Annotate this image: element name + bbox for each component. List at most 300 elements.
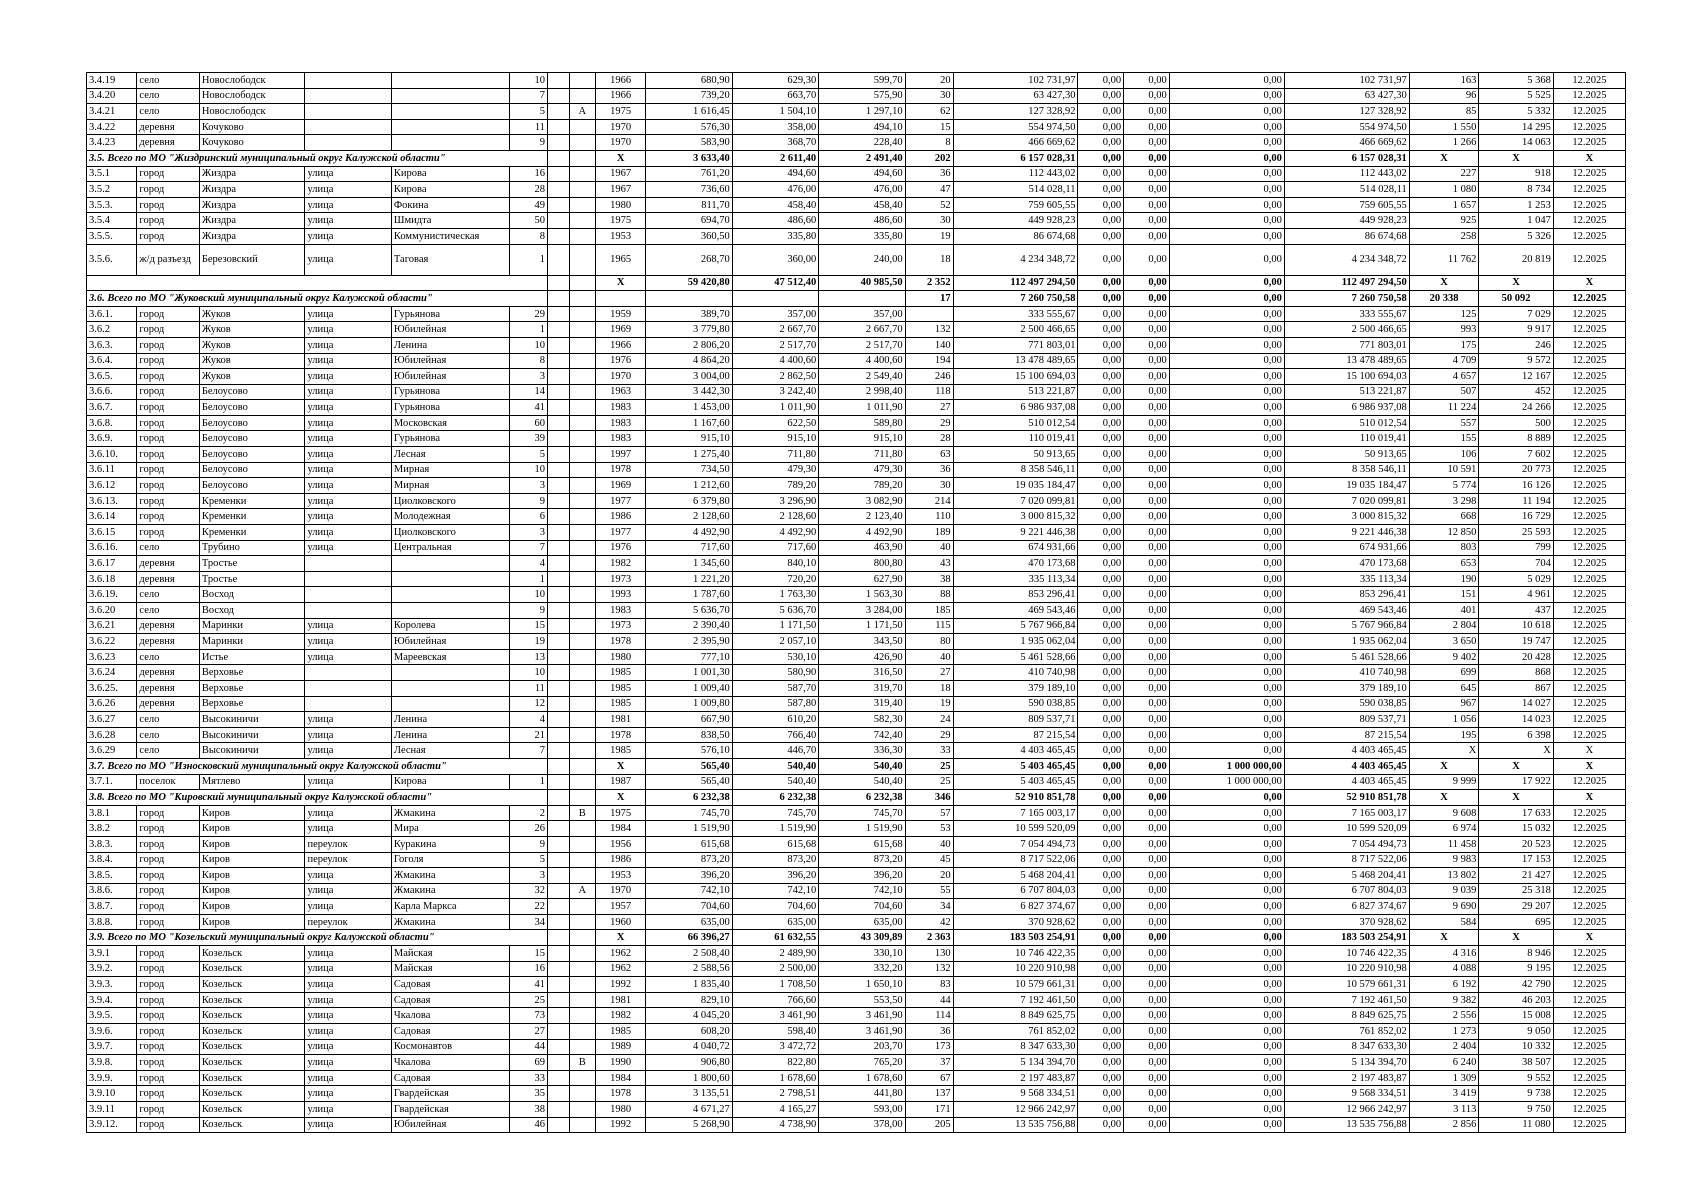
table-cell: улица bbox=[305, 213, 391, 229]
table-cell: 9 bbox=[509, 493, 547, 509]
table-cell: 2 517,70 bbox=[732, 337, 818, 353]
table-cell: 742,10 bbox=[819, 883, 905, 899]
table-cell: Лесная bbox=[391, 743, 509, 759]
table-cell: 766,60 bbox=[732, 992, 818, 1008]
table-cell: город bbox=[137, 821, 199, 837]
table-cell bbox=[305, 104, 391, 120]
table-cell: 0,00 bbox=[1124, 836, 1170, 852]
table-cell bbox=[569, 587, 595, 603]
table-cell bbox=[547, 868, 569, 884]
table-cell: Козельск bbox=[199, 1086, 305, 1102]
table-cell bbox=[547, 899, 569, 915]
table-cell: 47 bbox=[905, 182, 953, 198]
table-cell: 3.9.11 bbox=[87, 1102, 137, 1118]
table-cell: 1963 bbox=[595, 384, 645, 400]
table-cell: 10 bbox=[509, 337, 547, 353]
table-cell bbox=[569, 540, 595, 556]
subtotal-cell: X bbox=[1553, 150, 1625, 166]
table-cell: город bbox=[137, 1070, 199, 1086]
table-cell: 3.6.27 bbox=[87, 712, 137, 728]
table-cell: 12.2025 bbox=[1553, 680, 1625, 696]
table-cell: улица bbox=[305, 244, 391, 275]
table-cell: 5 029 bbox=[1479, 571, 1553, 587]
table-cell: 587,70 bbox=[732, 680, 818, 696]
table-cell: 0,00 bbox=[1124, 992, 1170, 1008]
table-cell: 19 035 184,47 bbox=[953, 478, 1078, 494]
table-cell: 5 461 528,66 bbox=[1284, 649, 1409, 665]
table-cell: город bbox=[137, 977, 199, 993]
table-cell: 11 bbox=[509, 119, 547, 135]
table-cell: 653 bbox=[1409, 556, 1479, 572]
table-cell bbox=[547, 914, 569, 930]
table-cell: улица bbox=[305, 712, 391, 728]
table-cell: 0,00 bbox=[1169, 306, 1284, 322]
table-cell: 9 999 bbox=[1409, 774, 1479, 790]
table-cell: село bbox=[137, 88, 199, 104]
table-cell: 0,00 bbox=[1124, 493, 1170, 509]
subtotal-cell: X bbox=[1479, 275, 1553, 291]
table-cell: 3.5.6. bbox=[87, 244, 137, 275]
table-cell: 0,00 bbox=[1169, 415, 1284, 431]
table-cell bbox=[547, 946, 569, 962]
table-cell: переулок bbox=[305, 836, 391, 852]
table-cell: 16 bbox=[509, 961, 547, 977]
table-cell bbox=[547, 1117, 569, 1133]
table-cell: 4 671,27 bbox=[646, 1102, 732, 1118]
table-cell: 175 bbox=[1409, 337, 1479, 353]
table-cell: 0,00 bbox=[1078, 992, 1124, 1008]
table-cell: 873,20 bbox=[732, 852, 818, 868]
table-cell: 3.6.25. bbox=[87, 680, 137, 696]
table-row bbox=[87, 369, 1626, 385]
table-cell: 0,00 bbox=[1078, 431, 1124, 447]
table-cell: 1980 bbox=[595, 197, 645, 213]
table-cell: 1983 bbox=[595, 431, 645, 447]
table-cell: 12.2025 bbox=[1553, 540, 1625, 556]
table-cell: 3 461,90 bbox=[819, 1024, 905, 1040]
table-cell: 110 019,41 bbox=[1284, 431, 1409, 447]
table-cell: 1967 bbox=[595, 166, 645, 182]
table-cell: 88 bbox=[905, 587, 953, 603]
table-cell: 1 835,40 bbox=[646, 977, 732, 993]
subtotal-label: 3.7. Всего по МО "Износковский муниципальный округ Калужской области" bbox=[87, 758, 548, 774]
table-cell: 829,10 bbox=[646, 992, 732, 1008]
table-cell: 1970 bbox=[595, 119, 645, 135]
table-cell: 3.6.18 bbox=[87, 571, 137, 587]
table-cell: 514 028,11 bbox=[953, 182, 1078, 198]
table-cell: 1 bbox=[509, 571, 547, 587]
table-cell: 16 bbox=[509, 166, 547, 182]
table-cell: 0,00 bbox=[1169, 384, 1284, 400]
table-cell: 1973 bbox=[595, 571, 645, 587]
table-cell: Кирова bbox=[391, 774, 509, 790]
table-cell: Белоусово bbox=[199, 478, 305, 494]
table-cell: Мирная bbox=[391, 462, 509, 478]
subtotal-cell bbox=[569, 150, 595, 166]
table-cell: 11 194 bbox=[1479, 493, 1553, 509]
table-row bbox=[87, 73, 1626, 89]
table-cell: 50 bbox=[509, 213, 547, 229]
table-cell: 20 773 bbox=[1479, 462, 1553, 478]
table-cell: 476,00 bbox=[732, 182, 818, 198]
table-cell: 52 bbox=[905, 197, 953, 213]
subtotal-cell: 1 000 000,00 bbox=[1169, 758, 1284, 774]
table-cell: Козельск bbox=[199, 1102, 305, 1118]
table-cell bbox=[391, 587, 509, 603]
table-cell: 171 bbox=[905, 1102, 953, 1118]
table-cell: 1978 bbox=[595, 1086, 645, 1102]
table-cell: улица bbox=[305, 478, 391, 494]
table-cell: 27 bbox=[509, 1024, 547, 1040]
table-cell: 1987 bbox=[595, 774, 645, 790]
table-cell: Шмидта bbox=[391, 213, 509, 229]
table-cell: 745,70 bbox=[732, 805, 818, 821]
table-cell: 771 803,01 bbox=[953, 337, 1078, 353]
table-cell: 10 579 661,31 bbox=[953, 977, 1078, 993]
table-cell: Козельск bbox=[199, 961, 305, 977]
table-cell: 7 192 461,50 bbox=[1284, 992, 1409, 1008]
table-row bbox=[87, 540, 1626, 556]
table-cell: город bbox=[137, 369, 199, 385]
table-cell: 10 746 422,35 bbox=[953, 946, 1078, 962]
table-cell: 46 bbox=[509, 1117, 547, 1133]
table-cell: 2 390,40 bbox=[646, 618, 732, 634]
table-cell: 41 bbox=[509, 400, 547, 416]
table-cell: 333 555,67 bbox=[1284, 306, 1409, 322]
table-cell: 3 779,80 bbox=[646, 322, 732, 338]
table-cell: 0,00 bbox=[1124, 618, 1170, 634]
table-cell: 190 bbox=[1409, 571, 1479, 587]
table-cell: 704 bbox=[1479, 556, 1553, 572]
table-cell: 19 bbox=[509, 634, 547, 650]
subtotal-cell: X bbox=[1409, 150, 1479, 166]
table-cell bbox=[569, 743, 595, 759]
table-cell: Майская bbox=[391, 961, 509, 977]
table-cell: 12.2025 bbox=[1553, 104, 1625, 120]
table-cell: 627,90 bbox=[819, 571, 905, 587]
table-row bbox=[87, 805, 1626, 821]
table-cell: город bbox=[137, 883, 199, 899]
table-cell: улица bbox=[305, 883, 391, 899]
table-row bbox=[87, 946, 1626, 962]
table-cell: 15 bbox=[509, 946, 547, 962]
table-cell: 5 332 bbox=[1479, 104, 1553, 120]
subtotal-cell: X bbox=[595, 275, 645, 291]
table-cell: 319,40 bbox=[819, 696, 905, 712]
table-cell: 10 746 422,35 bbox=[1284, 946, 1409, 962]
table-cell: 0,00 bbox=[1078, 353, 1124, 369]
subtotal-cell: 565,40 bbox=[646, 758, 732, 774]
table-cell: 0,00 bbox=[1124, 1070, 1170, 1086]
table-cell: улица bbox=[305, 228, 391, 244]
table-cell: 9 572 bbox=[1479, 353, 1553, 369]
table-row bbox=[87, 493, 1626, 509]
table-cell: город bbox=[137, 899, 199, 915]
table-cell: 33 bbox=[509, 1070, 547, 1086]
table-cell: 3 650 bbox=[1409, 634, 1479, 650]
table-cell: 189 bbox=[905, 525, 953, 541]
table-cell: 370 928,62 bbox=[953, 914, 1078, 930]
table-cell: 1983 bbox=[595, 415, 645, 431]
table-row bbox=[87, 182, 1626, 198]
table-cell: Чкалова bbox=[391, 1008, 509, 1024]
table-cell: улица bbox=[305, 727, 391, 743]
subtotal-cell: X bbox=[1409, 758, 1479, 774]
subtotal-cell: X bbox=[595, 790, 645, 806]
table-cell: 4 234 348,72 bbox=[1284, 244, 1409, 275]
table-cell: 12.2025 bbox=[1553, 603, 1625, 619]
subtotal-cell: 0,00 bbox=[1078, 758, 1124, 774]
table-cell: Тростье bbox=[199, 556, 305, 572]
subtotal-cell: 0,00 bbox=[1078, 150, 1124, 166]
subtotal-cell: 0,00 bbox=[1124, 790, 1170, 806]
subtotal-cell: 2 363 bbox=[905, 930, 953, 946]
table-cell: 615,68 bbox=[646, 836, 732, 852]
table-cell: 195 bbox=[1409, 727, 1479, 743]
table-cell bbox=[547, 431, 569, 447]
table-cell: Кочуково bbox=[199, 135, 305, 151]
table-cell: 5 326 bbox=[1479, 228, 1553, 244]
table-cell: Козельск bbox=[199, 946, 305, 962]
table-row bbox=[87, 883, 1626, 899]
table-cell: 12.2025 bbox=[1553, 525, 1625, 541]
table-cell: деревня bbox=[137, 634, 199, 650]
table-cell: 0,00 bbox=[1124, 540, 1170, 556]
table-cell: 0,00 bbox=[1169, 1055, 1284, 1071]
table-cell: 20 428 bbox=[1479, 649, 1553, 665]
subtotal-cell: 12.2025 bbox=[1553, 291, 1625, 307]
table-cell: улица bbox=[305, 353, 391, 369]
table-cell: Гурьянова bbox=[391, 400, 509, 416]
table-cell: 0,00 bbox=[1078, 244, 1124, 275]
table-cell: 132 bbox=[905, 322, 953, 338]
table-cell: 5 368 bbox=[1479, 73, 1553, 89]
table-cell bbox=[547, 182, 569, 198]
subtotal-cell: 20 338 bbox=[1409, 291, 1479, 307]
table-row bbox=[87, 649, 1626, 665]
table-cell: 0,00 bbox=[1078, 634, 1124, 650]
table-cell bbox=[547, 836, 569, 852]
table-cell: 745,70 bbox=[646, 805, 732, 821]
table-cell: 761 852,02 bbox=[953, 1024, 1078, 1040]
table-cell: 0,00 bbox=[1124, 478, 1170, 494]
table-cell: 3.5.5. bbox=[87, 228, 137, 244]
table-cell bbox=[547, 680, 569, 696]
table-cell bbox=[305, 571, 391, 587]
table-cell: 38 507 bbox=[1479, 1055, 1553, 1071]
table-cell: 4 709 bbox=[1409, 353, 1479, 369]
table-cell: 0,00 bbox=[1169, 556, 1284, 572]
table-cell: город bbox=[137, 493, 199, 509]
table-cell bbox=[547, 556, 569, 572]
table-cell: 466 669,62 bbox=[1284, 135, 1409, 151]
table-cell: 3.5.3. bbox=[87, 197, 137, 213]
table-cell bbox=[391, 73, 509, 89]
table-cell: 5 bbox=[509, 852, 547, 868]
table-cell: 3.6.20 bbox=[87, 603, 137, 619]
table-cell: 12.2025 bbox=[1553, 899, 1625, 915]
table-cell: Молодежная bbox=[391, 509, 509, 525]
table-cell: 12 bbox=[509, 696, 547, 712]
table-cell: улица bbox=[305, 1102, 391, 1118]
table-cell: 205 bbox=[905, 1117, 953, 1133]
table-cell: город bbox=[137, 197, 199, 213]
table-cell: 44 bbox=[905, 992, 953, 1008]
table-cell bbox=[569, 1039, 595, 1055]
table-cell: 9 382 bbox=[1409, 992, 1479, 1008]
table-cell: 7 020 099,81 bbox=[1284, 493, 1409, 509]
table-cell: 925 bbox=[1409, 213, 1479, 229]
table-cell: улица bbox=[305, 462, 391, 478]
table-row bbox=[87, 680, 1626, 696]
table-cell bbox=[391, 88, 509, 104]
table-cell: 3.9.5. bbox=[87, 1008, 137, 1024]
table-row bbox=[87, 337, 1626, 353]
table-row bbox=[87, 727, 1626, 743]
table-cell: 1 563,30 bbox=[819, 587, 905, 603]
table-cell: 214 bbox=[905, 493, 953, 509]
table-cell: улица bbox=[305, 899, 391, 915]
table-cell: 4 165,27 bbox=[732, 1102, 818, 1118]
table-cell: 1 519,90 bbox=[732, 821, 818, 837]
table-cell: Фокина bbox=[391, 197, 509, 213]
table-cell: деревня bbox=[137, 665, 199, 681]
table-cell: 1 763,30 bbox=[732, 587, 818, 603]
table-cell: 12.2025 bbox=[1553, 447, 1625, 463]
table-cell: 13 bbox=[509, 649, 547, 665]
table-cell: 3.6.2 bbox=[87, 322, 137, 338]
table-row bbox=[87, 868, 1626, 884]
table-cell: 40 bbox=[905, 649, 953, 665]
table-cell: 1978 bbox=[595, 727, 645, 743]
table-cell: 335 113,34 bbox=[953, 571, 1078, 587]
table-cell: 1984 bbox=[595, 1070, 645, 1086]
table-cell: 115 bbox=[905, 618, 953, 634]
table-cell: 853 296,41 bbox=[953, 587, 1078, 603]
table-cell: 486,60 bbox=[732, 213, 818, 229]
table-cell: город bbox=[137, 431, 199, 447]
table-cell: 110 bbox=[905, 509, 953, 525]
table-row bbox=[87, 587, 1626, 603]
table-cell bbox=[569, 649, 595, 665]
table-cell: 2 395,90 bbox=[646, 634, 732, 650]
table-cell: Козельск bbox=[199, 1008, 305, 1024]
table-cell: 540,40 bbox=[819, 774, 905, 790]
table-row bbox=[87, 696, 1626, 712]
table-cell: город bbox=[137, 509, 199, 525]
table-cell: деревня bbox=[137, 618, 199, 634]
table-cell: город bbox=[137, 961, 199, 977]
table-cell: 3.6.12 bbox=[87, 478, 137, 494]
table-cell: 5 bbox=[509, 104, 547, 120]
table-cell: Чкалова bbox=[391, 1055, 509, 1071]
subtotal-cell: 0,00 bbox=[1169, 150, 1284, 166]
table-cell: улица bbox=[305, 961, 391, 977]
table-cell: 12.2025 bbox=[1553, 946, 1625, 962]
table-cell bbox=[305, 665, 391, 681]
table-row bbox=[87, 618, 1626, 634]
table-row bbox=[87, 104, 1626, 120]
subtotal-cell: X bbox=[1479, 150, 1553, 166]
table-cell: Кочуково bbox=[199, 119, 305, 135]
table-cell bbox=[547, 509, 569, 525]
table-cell: 663,70 bbox=[732, 88, 818, 104]
subtotal-label: 3.6. Всего по МО "Жуковский муниципальный округ Калужской области" bbox=[87, 291, 548, 307]
table-cell: 38 bbox=[905, 571, 953, 587]
table-cell: улица bbox=[305, 1117, 391, 1133]
table-cell: 5 134 394,70 bbox=[1284, 1055, 1409, 1071]
table-cell: 759 605,55 bbox=[953, 197, 1078, 213]
table-cell: 10 220 910,98 bbox=[1284, 961, 1409, 977]
table-cell: 3 442,30 bbox=[646, 384, 732, 400]
table-cell: 1986 bbox=[595, 509, 645, 525]
table-cell bbox=[305, 556, 391, 572]
table-row bbox=[87, 478, 1626, 494]
table-cell: 7 bbox=[509, 88, 547, 104]
table-cell: 0,00 bbox=[1169, 899, 1284, 915]
table-cell: 3.6.15 bbox=[87, 525, 137, 541]
table-cell: 0,00 bbox=[1169, 493, 1284, 509]
table-row bbox=[87, 1039, 1626, 1055]
table-cell: Киров bbox=[199, 852, 305, 868]
table-cell bbox=[547, 587, 569, 603]
table-row bbox=[87, 634, 1626, 650]
table-cell: 3.6.14 bbox=[87, 509, 137, 525]
table-cell: 112 443,02 bbox=[953, 166, 1078, 182]
table-cell: 25 bbox=[905, 774, 953, 790]
table-cell: 30 bbox=[905, 478, 953, 494]
table-cell: город bbox=[137, 447, 199, 463]
table-cell: Кирова bbox=[391, 166, 509, 182]
table-cell: 0,00 bbox=[1124, 431, 1170, 447]
table-cell bbox=[547, 493, 569, 509]
table-cell: село bbox=[137, 649, 199, 665]
table-cell: 0,00 bbox=[1078, 493, 1124, 509]
table-cell: Кременки bbox=[199, 509, 305, 525]
table-cell: 1980 bbox=[595, 1102, 645, 1118]
table-cell: 565,40 bbox=[646, 774, 732, 790]
table-cell: 15 008 bbox=[1479, 1008, 1553, 1024]
table-cell: улица bbox=[305, 431, 391, 447]
subtotal-cell bbox=[569, 291, 595, 307]
table-cell: 720,20 bbox=[732, 571, 818, 587]
table-cell: деревня bbox=[137, 680, 199, 696]
table-cell bbox=[569, 665, 595, 681]
table-cell bbox=[569, 400, 595, 416]
table-cell: 761 852,02 bbox=[1284, 1024, 1409, 1040]
table-cell bbox=[547, 73, 569, 89]
table-cell: 5 636,70 bbox=[646, 603, 732, 619]
table-cell: город bbox=[137, 946, 199, 962]
table-cell: 357,00 bbox=[732, 306, 818, 322]
table-cell: 0,00 bbox=[1124, 182, 1170, 198]
table-cell: 9 690 bbox=[1409, 899, 1479, 915]
table-cell: 800,80 bbox=[819, 556, 905, 572]
table-cell: Высокиничи bbox=[199, 743, 305, 759]
table-cell: 0,00 bbox=[1078, 774, 1124, 790]
table-cell: улица bbox=[305, 649, 391, 665]
table-cell bbox=[547, 525, 569, 541]
table-cell: 1 001,30 bbox=[646, 665, 732, 681]
table-cell: 0,00 bbox=[1169, 852, 1284, 868]
table-cell: 0,00 bbox=[1169, 509, 1284, 525]
table-cell: 12.2025 bbox=[1553, 182, 1625, 198]
table-cell: 486,60 bbox=[819, 213, 905, 229]
table-cell bbox=[569, 197, 595, 213]
subtotal-cell: X bbox=[1479, 790, 1553, 806]
table-cell: город bbox=[137, 805, 199, 821]
table-cell: 0,00 bbox=[1078, 509, 1124, 525]
